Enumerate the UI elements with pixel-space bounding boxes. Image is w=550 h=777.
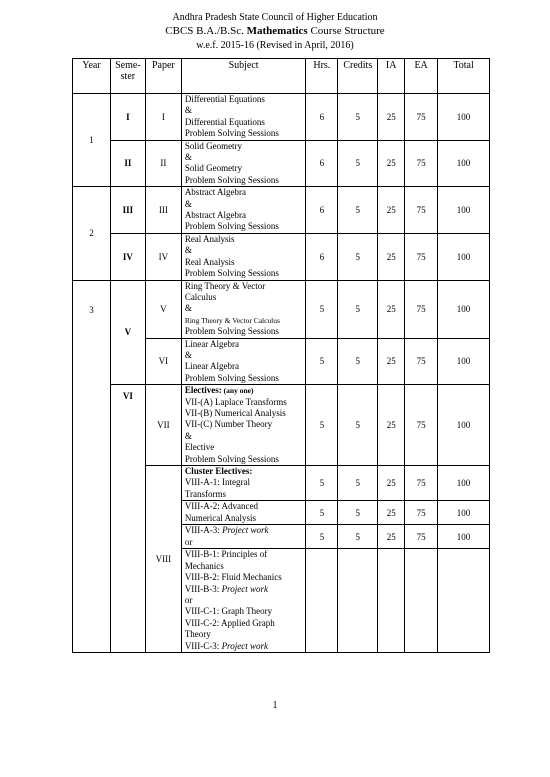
subject-cell: VIII-A-3: Project work or <box>181 525 306 549</box>
subject-cell: Differential Equations & Differential Equations Problem Solving Sessions <box>181 94 306 141</box>
credits-cell <box>338 549 378 653</box>
semester-cell: III <box>110 187 145 234</box>
hrs-cell: 6 <box>306 233 338 280</box>
credits-cell: 5 <box>338 280 378 338</box>
effective-date: w.e.f. 2015-16 (Revised in April, 2016) <box>196 40 354 51</box>
paper-cell: VII <box>145 385 181 466</box>
total-cell: 100 <box>438 233 490 280</box>
ea-cell: 75 <box>405 338 438 385</box>
subject-cell: Cluster Electives: VIII-A-1: Integral Transforms <box>181 466 306 501</box>
ia-cell: 25 <box>378 466 405 501</box>
credits-cell: 5 <box>338 140 378 187</box>
hrs-cell: 6 <box>306 94 338 141</box>
semester-cell: II <box>110 140 145 187</box>
ea-cell: 75 <box>405 385 438 466</box>
hrs-cell: 6 <box>306 140 338 187</box>
col-ia: IA <box>378 59 405 94</box>
table-row <box>73 385 490 466</box>
course-title-post: Course Structure <box>307 25 385 37</box>
subject-cell: Electives: (any one) VII-(A) Laplace Transforms VII-(B) Numerical Analysis VII-(C) Number Theory & Elective Problem Solving Sessions <box>181 385 306 466</box>
total-cell: 100 <box>438 140 490 187</box>
paper-cell: III <box>145 187 181 234</box>
hrs-cell: 6 <box>306 187 338 234</box>
total-cell <box>438 549 490 653</box>
ia-cell: 25 <box>378 501 405 525</box>
col-year: Year <box>73 59 111 94</box>
subject-cell: Solid Geometry & Solid Geometry Problem Solving Sessions <box>181 140 306 187</box>
ea-cell: 75 <box>405 233 438 280</box>
subject-cell: Linear Algebra & Linear Algebra Problem Solving Sessions <box>181 338 306 385</box>
col-total: Total <box>438 59 490 94</box>
ia-cell: 25 <box>378 280 405 338</box>
hrs-cell: 5 <box>306 501 338 525</box>
total-cell: 100 <box>438 187 490 234</box>
page-number: 1 <box>272 700 278 711</box>
col-credits: Credits <box>338 59 378 94</box>
subject-cell: Real Analysis & Real Analysis Problem Solving Sessions <box>181 233 306 280</box>
ia-cell: 25 <box>378 94 405 141</box>
credits-cell: 5 <box>338 525 378 549</box>
course-structure-table <box>72 58 490 653</box>
table-row <box>73 140 490 187</box>
total-cell: 100 <box>438 338 490 385</box>
total-cell: 100 <box>438 385 490 466</box>
hrs-cell: 5 <box>306 338 338 385</box>
paper-cell: VI <box>145 338 181 385</box>
ea-cell: 75 <box>405 466 438 501</box>
table-row <box>73 94 490 141</box>
total-cell: 100 <box>438 525 490 549</box>
hrs-cell: 5 <box>306 280 338 338</box>
hrs-cell <box>306 549 338 653</box>
ia-cell: 25 <box>378 233 405 280</box>
credits-cell: 5 <box>338 338 378 385</box>
paper-cell: VIII <box>145 466 181 653</box>
col-hrs: Hrs. <box>306 59 338 94</box>
paper-cell: II <box>145 140 181 187</box>
col-semester: Seme-ster <box>110 59 145 94</box>
subject-cell: VIII-B-1: Principles of Mechanics VIII-B-2: Fluid Mechanics VIII-B-3: Project work or VIII-C-1: Graph Theory VIII-C-2: Applied Graph Theory VIII-C-3: Project work <box>181 549 306 653</box>
subject-cell: VIII-A-2: Advanced Numerical Analysis <box>181 501 306 525</box>
table-row <box>73 187 490 234</box>
ia-cell: 25 <box>378 140 405 187</box>
total-cell: 100 <box>438 501 490 525</box>
total-cell: 100 <box>438 280 490 338</box>
credits-cell: 5 <box>338 466 378 501</box>
table-header-row <box>73 59 490 94</box>
ea-cell: 75 <box>405 94 438 141</box>
ea-cell: 75 <box>405 187 438 234</box>
table-row <box>73 233 490 280</box>
year-cell: 1 <box>73 94 111 187</box>
semester-cell: I <box>110 94 145 141</box>
ea-cell: 75 <box>405 501 438 525</box>
total-cell: 100 <box>438 94 490 141</box>
course-title <box>0 25 550 37</box>
ea-cell <box>405 549 438 653</box>
course-title-pre: CBCS B.A./B.Sc. <box>165 25 247 37</box>
total-cell: 100 <box>438 466 490 501</box>
hrs-cell: 5 <box>306 466 338 501</box>
hrs-cell: 5 <box>306 385 338 466</box>
credits-cell: 5 <box>338 501 378 525</box>
semester-cell: V <box>110 280 145 385</box>
ia-cell: 25 <box>378 338 405 385</box>
col-paper: Paper <box>145 59 181 94</box>
year-cell: 3 <box>73 280 111 653</box>
credits-cell: 5 <box>338 233 378 280</box>
ea-cell: 75 <box>405 525 438 549</box>
ia-cell: 25 <box>378 525 405 549</box>
paper-cell: IV <box>145 233 181 280</box>
ia-cell <box>378 549 405 653</box>
table-row <box>73 280 490 338</box>
col-subject: Subject <box>181 59 306 94</box>
semester-cell: IV <box>110 233 145 280</box>
subject-cell: Abstract Algebra & Abstract Algebra Problem Solving Sessions <box>181 187 306 234</box>
paper-cell: V <box>145 280 181 338</box>
ia-cell: 25 <box>378 385 405 466</box>
ia-cell: 25 <box>378 187 405 234</box>
course-title-subject: Mathematics <box>246 25 308 37</box>
credits-cell: 5 <box>338 187 378 234</box>
hrs-cell: 5 <box>306 525 338 549</box>
credits-cell: 5 <box>338 94 378 141</box>
subject-cell: Ring Theory & Vector Calculus & Ring Theory & Vector Calculus Problem Solving Sessions <box>181 280 306 338</box>
ea-cell: 75 <box>405 280 438 338</box>
council-name: Andhra Pradesh State Council of Higher Education <box>172 12 378 23</box>
year-cell: 2 <box>73 187 111 280</box>
col-ea: EA <box>405 59 438 94</box>
semester-cell: VI <box>110 385 145 653</box>
ea-cell: 75 <box>405 140 438 187</box>
credits-cell: 5 <box>338 385 378 466</box>
paper-cell: I <box>145 94 181 141</box>
